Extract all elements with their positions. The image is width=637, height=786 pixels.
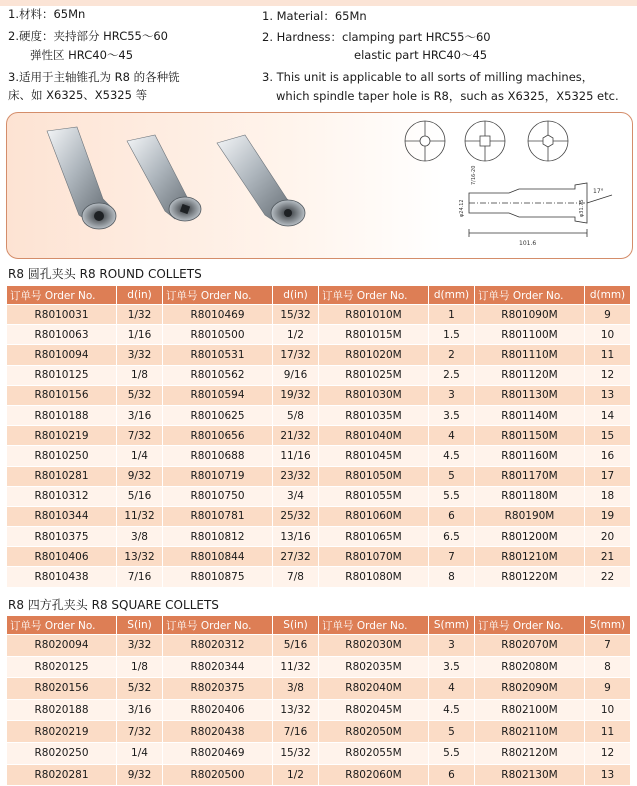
order-number-cell: R802070M	[475, 635, 585, 657]
table-row	[7, 446, 631, 466]
size-cell: 7	[429, 547, 475, 567]
size-cell: 5/16	[273, 635, 319, 657]
order-number-cell: R802100M	[475, 699, 585, 721]
order-number-cell: R801025M	[319, 365, 429, 385]
order-number-cell: R801200M	[475, 527, 585, 547]
order-number-cell: R802045M	[319, 699, 429, 721]
end-view-round	[405, 121, 445, 161]
size-cell: 25/32	[273, 506, 319, 526]
table-row	[7, 506, 631, 526]
size-cell: 11	[585, 721, 631, 743]
size-cell: 8	[429, 567, 475, 587]
size-cell: 3/16	[117, 405, 163, 425]
order-number-cell: R8010250	[7, 446, 117, 466]
size-cell: 17	[585, 466, 631, 486]
size-cell: 1/4	[117, 742, 163, 764]
size-cell: 5	[429, 466, 475, 486]
table-row	[7, 365, 631, 385]
order-number-cell: R8020438	[163, 721, 273, 743]
size-cell: 11/32	[117, 506, 163, 526]
size-cell: 19	[585, 506, 631, 526]
table-row	[7, 527, 631, 547]
size-cell: 13	[585, 385, 631, 405]
size-cell: 11	[585, 345, 631, 365]
size-cell: 2.5	[429, 365, 475, 385]
table-row	[7, 567, 631, 587]
end-view-hex	[528, 121, 568, 161]
order-number-cell: R801015M	[319, 325, 429, 345]
order-number-cell: R802030M	[319, 635, 429, 657]
column-header: S(mm)	[429, 616, 475, 635]
order-number-cell: R8020219	[7, 721, 117, 743]
size-cell: 9	[585, 678, 631, 700]
size-cell: 3.5	[429, 405, 475, 425]
order-number-cell: R8010875	[163, 567, 273, 587]
spec-elastic-en: elastic part HRC40～45	[354, 48, 488, 62]
order-number-cell: R802040M	[319, 678, 429, 700]
order-number-cell: R8020281	[7, 764, 117, 786]
size-cell: 3/16	[117, 699, 163, 721]
size-cell: 18	[585, 486, 631, 506]
order-number-cell: R801090M	[475, 305, 585, 325]
spec-list-chinese	[8, 0, 180, 103]
order-number-cell: R801020M	[319, 345, 429, 365]
table-row	[7, 699, 631, 721]
table-row	[7, 721, 631, 743]
order-number-cell: R8010156	[7, 385, 117, 405]
column-header: 订单号 Order No.	[7, 286, 117, 305]
order-number-cell: R801130M	[475, 385, 585, 405]
column-header: S(in)	[273, 616, 319, 635]
size-cell: 5/32	[117, 385, 163, 405]
size-cell: 17/32	[273, 345, 319, 365]
size-cell: 4	[429, 426, 475, 446]
column-header: 订单号 Order No.	[163, 286, 273, 305]
size-cell: 13/32	[117, 547, 163, 567]
order-number-cell: R802120M	[475, 742, 585, 764]
order-number-cell: R8020250	[7, 742, 117, 764]
order-number-cell: R8020094	[7, 635, 117, 657]
order-number-cell: R801150M	[475, 426, 585, 446]
spec-elastic-cn: 弹性区 HRC40～45	[30, 48, 134, 62]
order-number-cell: R8020156	[7, 678, 117, 700]
order-number-cell: R801110M	[475, 345, 585, 365]
order-number-cell: R8010469	[163, 305, 273, 325]
size-cell: 12	[585, 742, 631, 764]
dim-dia1-label: φ24.12	[459, 199, 465, 217]
round-collet-photo	[47, 127, 116, 229]
spec-hardness-cn: 2.硬度：夹持部分 HRC55～60	[8, 29, 168, 43]
order-number-cell: R8010781	[163, 506, 273, 526]
order-number-cell: R8010344	[7, 506, 117, 526]
order-number-cell: R802090M	[475, 678, 585, 700]
size-cell: 21	[585, 547, 631, 567]
table-row	[7, 742, 631, 764]
size-cell: 16	[585, 446, 631, 466]
order-number-cell: R801080M	[319, 567, 429, 587]
order-number-cell: R801050M	[319, 466, 429, 486]
size-cell: 15	[585, 426, 631, 446]
size-cell: 8	[585, 656, 631, 678]
order-number-cell: R8020406	[163, 699, 273, 721]
order-number-cell: R801140M	[475, 405, 585, 425]
order-number-cell: R8010094	[7, 345, 117, 365]
order-number-cell: R8010750	[163, 486, 273, 506]
order-number-cell: R8010063	[7, 325, 117, 345]
order-number-cell: R801045M	[319, 446, 429, 466]
size-cell: 6	[429, 764, 475, 786]
size-cell: 1/4	[117, 446, 163, 466]
spec-material-en: 1. Material：65Mn	[262, 9, 367, 23]
order-number-cell: R8010281	[7, 466, 117, 486]
order-number-cell: R802035M	[319, 656, 429, 678]
order-number-cell: R8010125	[7, 365, 117, 385]
order-number-cell: R8020188	[7, 699, 117, 721]
column-header: 订单号 Order No.	[475, 286, 585, 305]
size-cell: 11/32	[273, 656, 319, 678]
spec-machines-en: which spindle taper hole is R8，such as X6325，X5325 etc.	[276, 89, 619, 103]
size-cell: 20	[585, 527, 631, 547]
size-cell: 15/32	[273, 742, 319, 764]
end-view-square	[465, 121, 505, 161]
round-collets-table	[6, 285, 631, 588]
size-cell: 23/32	[273, 466, 319, 486]
dim-length-label: 101.6	[519, 240, 537, 247]
order-number-cell: R8020375	[163, 678, 273, 700]
size-cell: 10	[585, 699, 631, 721]
size-cell: 3	[429, 385, 475, 405]
size-cell: 7/8	[273, 567, 319, 587]
size-cell: 3/8	[117, 527, 163, 547]
size-cell: 22	[585, 567, 631, 587]
size-cell: 13	[585, 764, 631, 786]
size-cell: 3	[429, 635, 475, 657]
column-header: d(mm)	[585, 286, 631, 305]
size-cell: 15/32	[273, 305, 319, 325]
size-cell: 6	[429, 506, 475, 526]
order-number-cell: R802060M	[319, 764, 429, 786]
order-number-cell: R802055M	[319, 742, 429, 764]
size-cell: 3/4	[273, 486, 319, 506]
order-number-cell: R801010M	[319, 305, 429, 325]
spec-list-english	[262, 0, 619, 104]
size-cell: 5.5	[429, 742, 475, 764]
order-number-cell: R8010312	[7, 486, 117, 506]
order-number-cell: R8010656	[163, 426, 273, 446]
spec-applicable-en: 3. This unit is applicable to all sorts of milling machines，	[262, 70, 594, 84]
table-row	[7, 385, 631, 405]
size-cell: 11/16	[273, 446, 319, 466]
column-header: 订单号 Order No.	[475, 616, 585, 635]
order-number-cell: R8010438	[7, 567, 117, 587]
order-number-cell: R801055M	[319, 486, 429, 506]
table-row	[7, 305, 631, 325]
table-row	[7, 547, 631, 567]
size-cell: 2	[429, 345, 475, 365]
order-number-cell: R801170M	[475, 466, 585, 486]
table-row	[7, 345, 631, 365]
order-number-cell: R8010688	[163, 446, 273, 466]
size-cell: 13/32	[273, 699, 319, 721]
size-cell: 13/16	[273, 527, 319, 547]
size-cell: 21/32	[273, 426, 319, 446]
round-collets-title: R8 圆孔夹头 R8 ROUND COLLETS	[8, 267, 202, 281]
order-number-cell: R80190M	[475, 506, 585, 526]
column-header: 订单号 Order No.	[319, 616, 429, 635]
table-row	[7, 764, 631, 786]
size-cell: 1/32	[117, 305, 163, 325]
column-header: d(in)	[117, 286, 163, 305]
order-number-cell: R801065M	[319, 527, 429, 547]
table-row	[7, 405, 631, 425]
size-cell: 1/8	[117, 656, 163, 678]
table-row	[7, 426, 631, 446]
size-cell: 5/32	[117, 678, 163, 700]
size-cell: 7/16	[117, 567, 163, 587]
size-cell: 7/32	[117, 426, 163, 446]
size-cell: 12	[585, 365, 631, 385]
spec-applicable-cn: 3.适用于主轴锥孔为 R8 的各种铣	[8, 70, 180, 84]
size-cell: 3.5	[429, 656, 475, 678]
size-cell: 4	[429, 678, 475, 700]
column-header: S(mm)	[585, 616, 631, 635]
collet-photos-and-drawing	[7, 113, 632, 258]
order-number-cell: R801035M	[319, 405, 429, 425]
spec-material-cn: 1.材料：65Mn	[8, 7, 86, 21]
collet-illustration-panel	[6, 112, 633, 259]
round-table-header	[7, 286, 631, 305]
order-number-cell: R8010188	[7, 405, 117, 425]
size-cell: 3/32	[117, 635, 163, 657]
column-header: d(mm)	[429, 286, 475, 305]
order-number-cell: R8020500	[163, 764, 273, 786]
size-cell: 9	[585, 305, 631, 325]
size-cell: 5/8	[273, 405, 319, 425]
collet-side-drawing	[469, 183, 612, 237]
size-cell: 5	[429, 721, 475, 743]
size-cell: 9/32	[117, 764, 163, 786]
order-number-cell: R8010562	[163, 365, 273, 385]
table-row	[7, 486, 631, 506]
column-header: d(in)	[273, 286, 319, 305]
size-cell: 1/2	[273, 325, 319, 345]
size-cell: 7	[585, 635, 631, 657]
order-number-cell: R8020125	[7, 656, 117, 678]
order-number-cell: R801030M	[319, 385, 429, 405]
size-cell: 7/16	[273, 721, 319, 743]
size-cell: 27/32	[273, 547, 319, 567]
size-cell: 4.5	[429, 446, 475, 466]
size-cell: 6.5	[429, 527, 475, 547]
table-row	[7, 678, 631, 700]
table-row	[7, 325, 631, 345]
order-number-cell: R8020312	[163, 635, 273, 657]
column-header: 订单号 Order No.	[319, 286, 429, 305]
size-cell: 3/8	[273, 678, 319, 700]
spec-hardness-en: 2. Hardness：clamping part HRC55～60	[262, 30, 491, 44]
collet-photo-3	[217, 135, 305, 226]
dim-dia3-label: φ31.75	[579, 199, 585, 217]
order-number-cell: R801160M	[475, 446, 585, 466]
size-cell: 9/32	[117, 466, 163, 486]
order-number-cell: R8010594	[163, 385, 273, 405]
order-number-cell: R802130M	[475, 764, 585, 786]
column-header: S(in)	[117, 616, 163, 635]
column-header: 订单号 Order No.	[7, 616, 117, 635]
order-number-cell: R8010812	[163, 527, 273, 547]
order-number-cell: R8010375	[7, 527, 117, 547]
square-collets-title: R8 四方孔夹头 R8 SQUARE COLLETS	[8, 598, 219, 612]
order-number-cell: R801210M	[475, 547, 585, 567]
order-number-cell: R8010031	[7, 305, 117, 325]
table-row	[7, 466, 631, 486]
size-cell: 1/2	[273, 764, 319, 786]
order-number-cell: R802110M	[475, 721, 585, 743]
order-number-cell: R801040M	[319, 426, 429, 446]
size-cell: 5/16	[117, 486, 163, 506]
size-cell: 9/16	[273, 365, 319, 385]
order-number-cell: R801070M	[319, 547, 429, 567]
order-number-cell: R8010406	[7, 547, 117, 567]
order-number-cell: R8010500	[163, 325, 273, 345]
order-number-cell: R801100M	[475, 325, 585, 345]
size-cell: 19/32	[273, 385, 319, 405]
size-cell: 10	[585, 325, 631, 345]
order-number-cell: R802080M	[475, 656, 585, 678]
round-table-body	[7, 305, 631, 588]
order-number-cell: R8010719	[163, 466, 273, 486]
size-cell: 14	[585, 405, 631, 425]
size-cell: 4.5	[429, 699, 475, 721]
table-row	[7, 656, 631, 678]
order-number-cell: R8010219	[7, 426, 117, 446]
square-collets-table	[6, 615, 631, 786]
order-number-cell: R8010625	[163, 405, 273, 425]
order-number-cell: R8020344	[163, 656, 273, 678]
table-row	[7, 635, 631, 657]
size-cell: 3/32	[117, 345, 163, 365]
order-number-cell: R801220M	[475, 567, 585, 587]
size-cell: 5.5	[429, 486, 475, 506]
size-cell: 1/8	[117, 365, 163, 385]
square-table-header	[7, 616, 631, 635]
order-number-cell: R8010844	[163, 547, 273, 567]
size-cell: 7/32	[117, 721, 163, 743]
size-cell: 1.5	[429, 325, 475, 345]
order-number-cell: R802050M	[319, 721, 429, 743]
order-number-cell: R801060M	[319, 506, 429, 526]
order-number-cell: R801180M	[475, 486, 585, 506]
dim-taper-label: 17°	[593, 188, 604, 195]
square-table-body	[7, 635, 631, 786]
dim-dia2-label: 7/16-20	[471, 165, 477, 185]
spec-machines-cn: 床、如 X6325、X5325 等	[8, 88, 148, 102]
size-cell: 1/16	[117, 325, 163, 345]
order-number-cell: R8020469	[163, 742, 273, 764]
column-header: 订单号 Order No.	[163, 616, 273, 635]
order-number-cell: R801120M	[475, 365, 585, 385]
square-collet-photo	[127, 135, 201, 221]
size-cell: 1	[429, 305, 475, 325]
order-number-cell: R8010531	[163, 345, 273, 365]
